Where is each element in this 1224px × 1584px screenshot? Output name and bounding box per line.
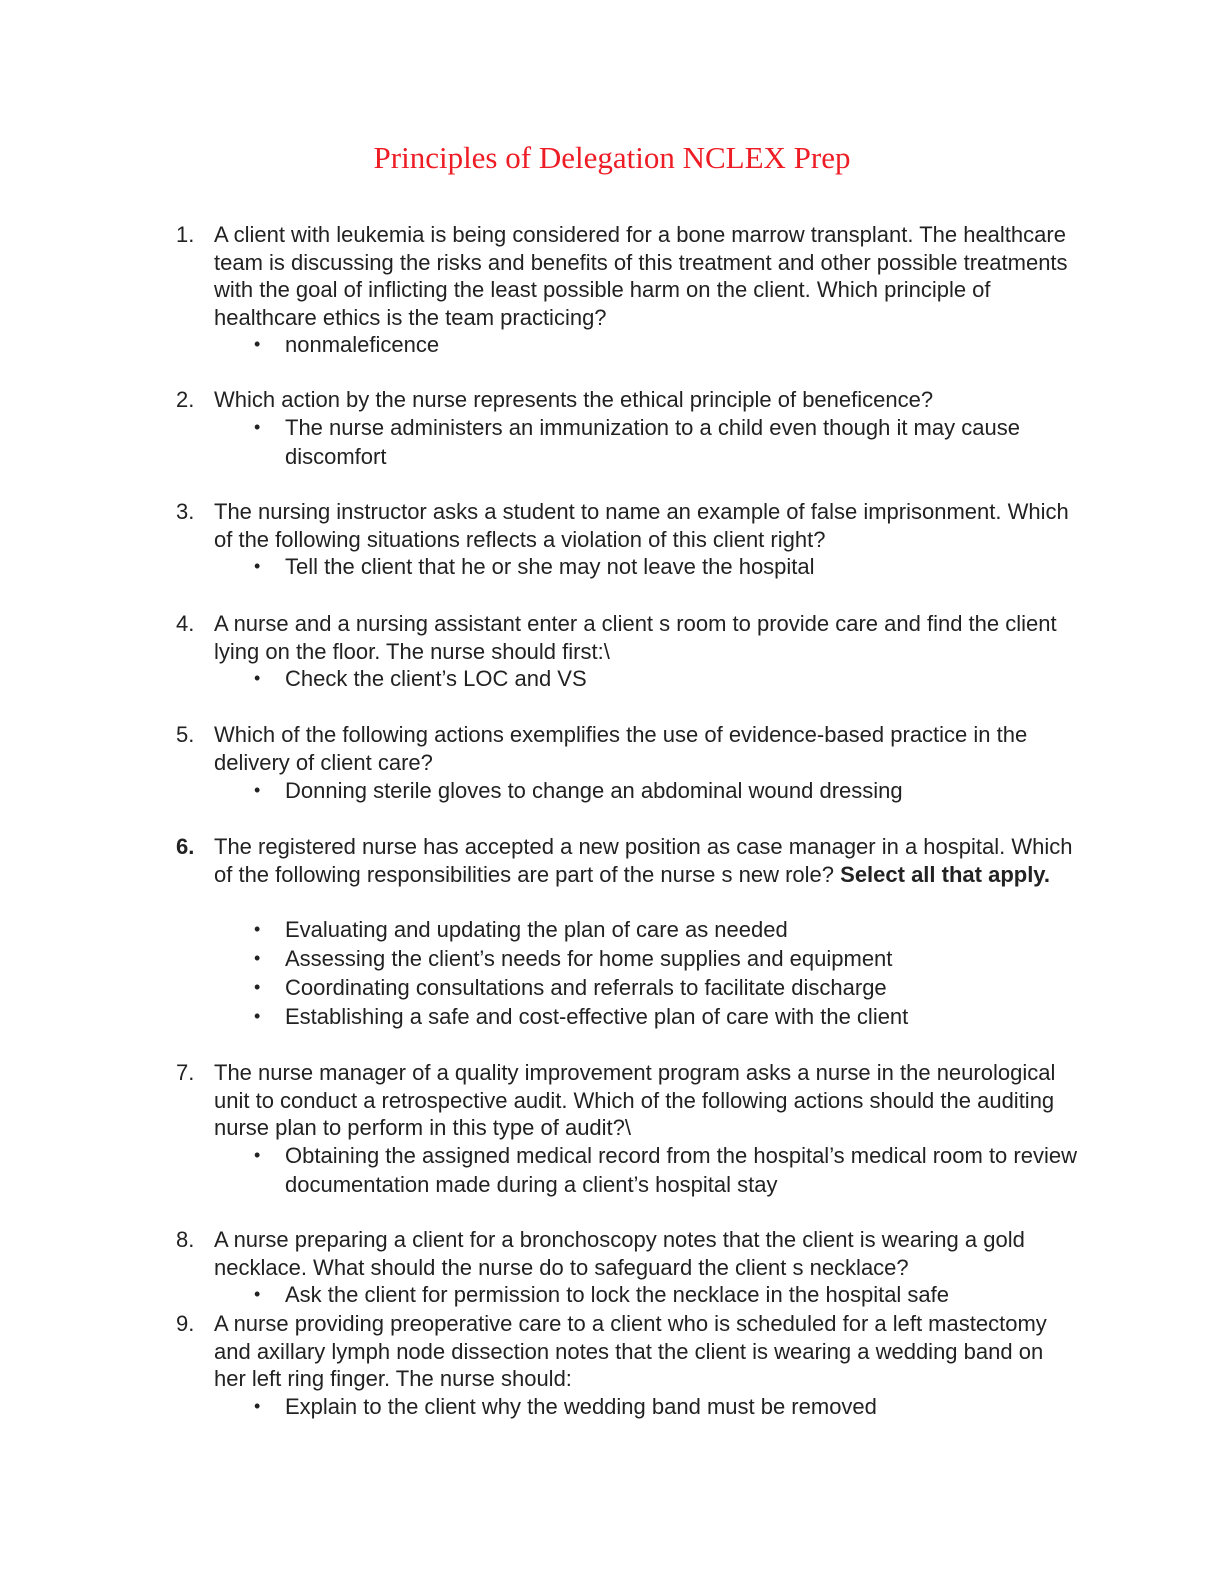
bullet-icon: • (254, 948, 261, 968)
bullet-icon: • (254, 334, 261, 354)
question-number: 2. (176, 387, 195, 412)
answer-item (214, 330, 1084, 359)
answer-text: Assessing the client’s needs for home supplies and equipment (285, 946, 893, 971)
bullet-icon: • (254, 1284, 261, 1304)
answer-text: nonmaleficence (285, 332, 440, 357)
answer-item (214, 1392, 1084, 1421)
question-number: 4. (176, 611, 195, 636)
answer-item (214, 664, 1084, 693)
bullet-icon: • (254, 977, 261, 997)
bullet-icon: • (254, 668, 261, 688)
document-title: Principles of Delegation NCLEX Prep (373, 140, 851, 175)
question-text: A nurse preparing a client for a bronchoscopy notes that the client is wearing a gold necklace. What should the nurse do to safeguard the client s necklace? (214, 1227, 1025, 1280)
answer-text: Evaluating and updating the plan of care as needed (285, 917, 788, 942)
question-text: Which action by the nurse represents the ethical principle of beneficence? (214, 387, 934, 412)
answer-text: Obtaining the assigned medical record from the hospital’s medical room to review documentation made during a client’s hospital stay (285, 1143, 1077, 1197)
answer-item (214, 552, 1084, 581)
bullet-icon: • (254, 780, 261, 800)
answer-text: Tell the client that he or she may not leave the hospital (285, 554, 815, 579)
question-text: A nurse providing preoperative care to a client who is scheduled for a left mastectomy and axillary lymph node dissection notes that the client is wearing a wedding band on her left ring finger. The nurse should: (214, 1311, 1047, 1391)
answer-item (214, 1141, 1084, 1199)
answer-item (214, 1002, 1084, 1031)
question-text: The nursing instructor asks a student to name an example of false imprisonment. Which of the following situations reflects a violation of this client right? (214, 499, 1069, 552)
question-text: A client with leukemia is being considered for a bone marrow transplant. The healthcare team is discussing the risks and benefits of this treatment and other possible treatments with the goal of inflicting the least possible harm on the client. Which principle of healthcare ethics is the team practicing? (214, 222, 1068, 330)
answer-text: The nurse administers an immunization to a child even though it may cause discomfort (285, 415, 1020, 469)
answer-text: Coordinating consultations and referrals to facilitate discharge (285, 975, 887, 1000)
answer-item (214, 1280, 1084, 1309)
answer-list (214, 915, 1084, 1031)
question-number: 1. (176, 222, 195, 247)
answer-item (214, 776, 1084, 805)
answer-item (214, 944, 1084, 973)
bullet-icon: • (254, 556, 261, 576)
question-number: 3. (176, 499, 195, 524)
question-text: A nurse and a nursing assistant enter a client s room to provide care and find the client lying on the floor. The nurse should first:\ (214, 611, 1057, 664)
answer-text: Ask the client for permission to lock the necklace in the hospital safe (285, 1282, 950, 1307)
answer-item (214, 973, 1084, 1002)
answer-list (214, 552, 1084, 581)
answer-text: Explain to the client why the wedding band must be removed (285, 1394, 877, 1419)
answer-item (214, 413, 1084, 471)
bullet-icon: • (254, 1396, 261, 1416)
question-text (214, 833, 1084, 888)
answer-list (214, 413, 1084, 471)
question-text: The nurse manager of a quality improvement program asks a nurse in the neurological unit to conduct a retrospective audit. Which of the following actions should the auditing nurse plan to perform in this type of audit?\ (214, 1060, 1056, 1140)
bullet-icon: • (254, 417, 261, 437)
bullet-icon: • (254, 1006, 261, 1026)
question-number: 7. (176, 1060, 195, 1085)
answer-text: Donning sterile gloves to change an abdominal wound dressing (285, 778, 903, 803)
question-text: Which of the following actions exemplifies the use of evidence-based practice in the delivery of client care? (214, 722, 1028, 775)
answer-list (214, 1141, 1084, 1199)
question-number: 5. (176, 722, 195, 747)
answer-list (214, 776, 1084, 805)
answer-text: Check the client’s LOC and VS (285, 666, 587, 691)
answer-list (214, 330, 1084, 359)
question-text-body: The registered nurse has accepted a new position as case manager in a hospital. Which of the following responsibilities are part of the nurse s new role? (214, 834, 1073, 887)
answer-list (214, 1392, 1084, 1421)
question-number: 6. (176, 834, 195, 859)
answer-item (214, 915, 1084, 944)
question-number: 8. (176, 1227, 195, 1252)
answer-list (214, 664, 1084, 693)
answer-text: Establishing a safe and cost-effective plan of care with the client (285, 1004, 909, 1029)
bullet-icon: • (254, 919, 261, 939)
bullet-icon: • (254, 1145, 261, 1165)
answer-list (214, 1280, 1084, 1309)
question-number: 9. (176, 1311, 195, 1336)
select-all-emphasis: Select all that apply. (840, 861, 1051, 887)
